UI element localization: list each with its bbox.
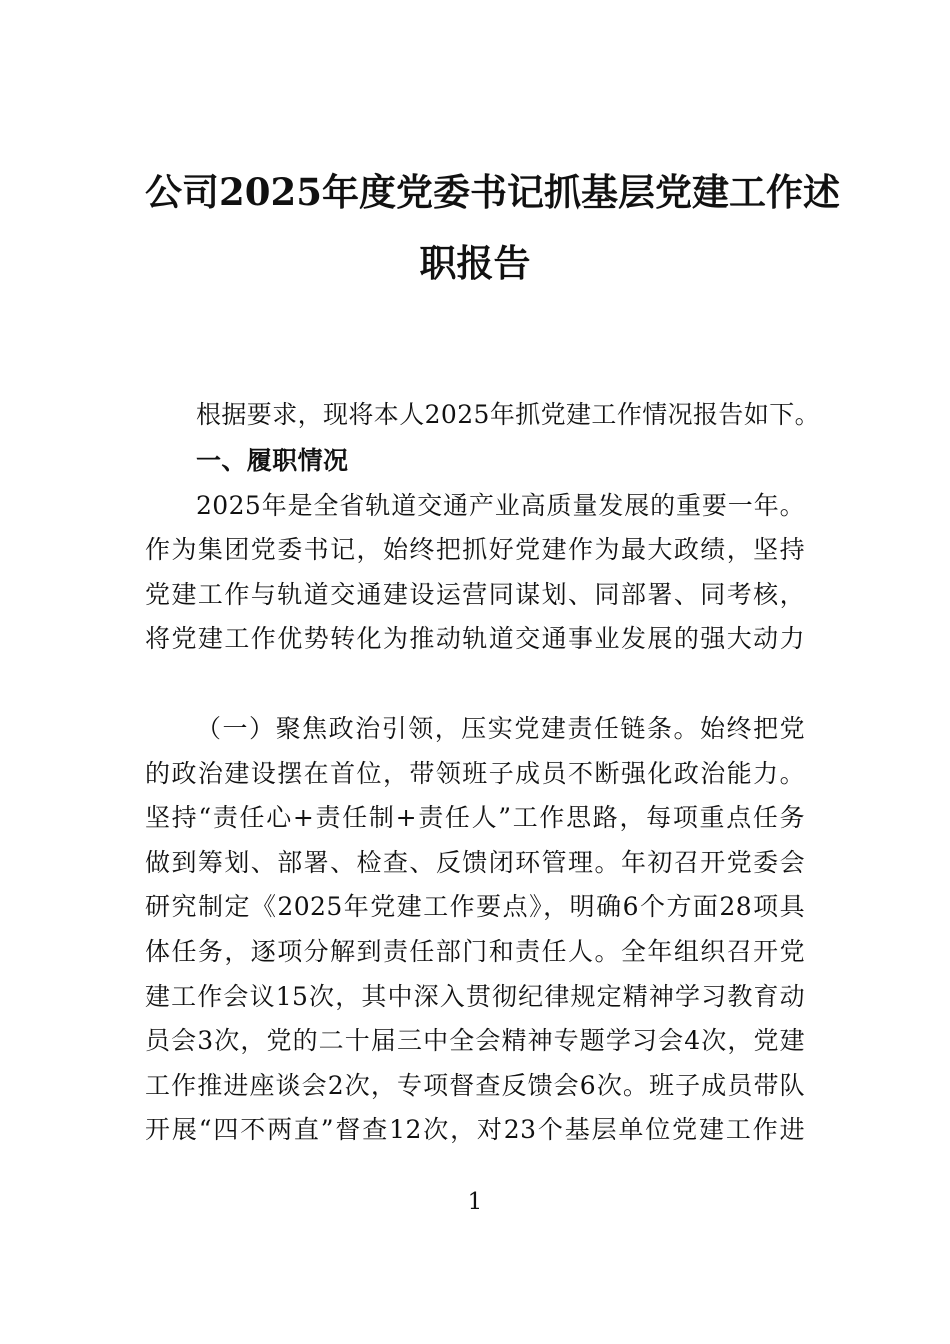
- paragraph-2-line-2: 的政治建设摆在首位，带领班子成员不断强化政治能力。: [145, 759, 805, 788]
- paragraph-1-line-2: 作为集团党委书记，始终把抓好党建作为最大政绩，坚持: [145, 535, 805, 564]
- page-number: 1: [467, 1189, 483, 1215]
- paragraph-2-line-6: 体任务，逐项分解到责任部门和责任人。全年组织召开党: [145, 937, 805, 966]
- paragraph-1-line-3: 党建工作与轨道交通建设运营同谋划、同部署、同考核，: [145, 580, 805, 609]
- intro-paragraph: 根据要求，现将本人2025年抓党建工作情况报告如下。: [196, 400, 821, 429]
- paragraph-2-line-5: 研究制定《2025年党建工作要点》，明确6个方面28项具: [145, 892, 805, 921]
- paragraph-2-line-10: 开展“四不两直”督查12次，对23个基层单位党建工作进: [145, 1115, 805, 1144]
- paragraph-2-line-1: （一）聚焦政治引领，压实党建责任链条。始终把党: [196, 714, 805, 743]
- paragraph-2-line-8: 员会3次，党的二十届三中全会精神专题学习会4次，党建: [145, 1026, 805, 1055]
- paragraph-2-line-3: 坚持“责任心+责任制+责任人”工作思路，每项重点任务: [145, 803, 805, 832]
- document-title-line-1: 公司2025年度党委书记抓基层党建工作述: [145, 170, 840, 214]
- paragraph-2-line-7: 建工作会议15次，其中深入贯彻纪律规定精神学习教育动: [145, 982, 805, 1011]
- paragraph-2-line-9: 工作推进座谈会2次，专项督查反馈会6次。班子成员带队: [145, 1071, 805, 1100]
- document-title-line-2: 职报告: [419, 241, 531, 285]
- section-heading: 一、履职情况: [196, 446, 349, 475]
- paragraph-1-line-4: 将党建工作优势转化为推动轨道交通事业发展的强大动力: [145, 624, 805, 653]
- paragraph-2-line-4: 做到筹划、部署、检查、反馈闭环管理。年初召开党委会: [145, 848, 805, 877]
- paragraph-1-line-1: 2025年是全省轨道交通产业高质量发展的重要一年。: [196, 491, 805, 520]
